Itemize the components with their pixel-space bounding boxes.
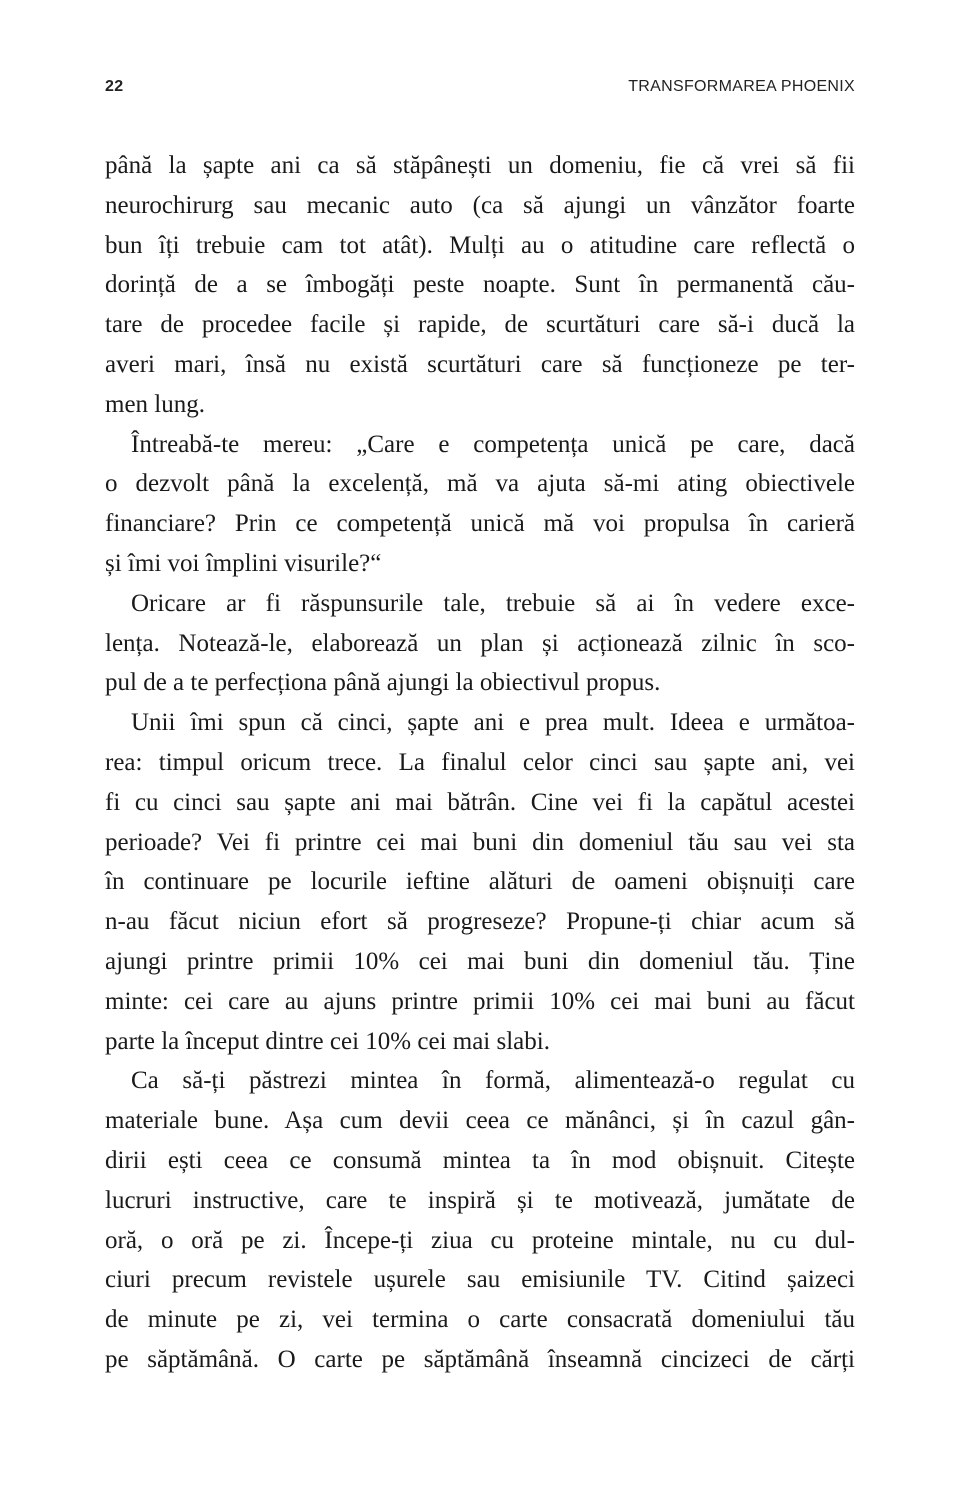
- text-line: tare de procedee facile și rapide, de scurtături care să-i ducă la: [105, 311, 855, 339]
- text-line: oră, o oră pe zi. Începe-ți ziua cu proteine mintale, nu cu dul-: [105, 1226, 855, 1254]
- text-line: Întreabă-te mereu: „Care e competența unică pe care, dacă: [131, 430, 855, 458]
- text-line: și îmi voi împlini visurile?“: [105, 549, 382, 577]
- text-line: bun îți trebuie cam tot atât). Mulți au o atitudine care reflectă o: [105, 231, 855, 259]
- text-line: dirii ești ceea ce consumă mintea ta în mod obișnuit. Citește: [105, 1146, 855, 1174]
- text-line: n-au făcut niciun efort să progreseze? Propune-ți chiar acum să: [105, 908, 855, 936]
- text-line: Unii îmi spun că cinci, șapte ani e prea mult. Ideea e următoa-: [131, 709, 855, 737]
- text-line: în continuare pe locurile ieftine alături de oameni obișnuiți care: [105, 868, 855, 896]
- text-line: minte: cei care au ajuns printre primii 10% cei mai buni au făcut: [105, 987, 855, 1015]
- text-line: Ca să-ți păstrezi mintea în formă, alimentează-o regulat cu: [131, 1067, 855, 1095]
- page-header: [105, 78, 855, 102]
- text-line: pe săptămână. O carte pe săptămână înseamnă cincizeci de cărți: [105, 1345, 855, 1373]
- running-title: TRANSFORMAREA PHOENIX: [628, 78, 855, 95]
- text-line: fi cu cinci sau șapte ani mai bătrân. Cine vei fi la capătul acestei: [105, 788, 855, 816]
- page-body: [105, 146, 855, 1380]
- text-line: ciuri precum revistele ușurele sau emisiunile TV. Citind șaizeci: [105, 1266, 855, 1294]
- text-line: averi mari, însă nu există scurtături care să funcționeze pe ter-: [105, 350, 855, 378]
- page-number: 22: [105, 78, 124, 95]
- text-line: lucruri instructive, care te inspiră și te motivează, jumătate de: [105, 1186, 855, 1214]
- text-line: o dezvolt până la excelență, mă va ajuta să-mi ating obiectivele: [105, 470, 855, 498]
- text-line: pul de a te perfecționa până ajungi la obiectivul propus.: [105, 669, 661, 697]
- text-line: parte la început dintre cei 10% cei mai slabi.: [105, 1027, 550, 1055]
- paragraph: [105, 425, 855, 584]
- text-line: rea: timpul oricum trece. La finalul celor cinci sau șapte ani, vei: [105, 748, 855, 776]
- text-line: perioade? Vei fi printre cei mai buni din domeniul tău sau vei sta: [105, 828, 855, 856]
- text-line: neurochirurg sau mecanic auto (ca să ajungi un vânzător foarte: [105, 191, 855, 219]
- text-line: până la șapte ani ca să stăpânești un domeniu, fie că vrei să fii: [105, 152, 855, 179]
- text-line: de minute pe zi, vei termina o carte consacrată domeniului tău: [105, 1306, 855, 1334]
- paragraph: [105, 584, 855, 703]
- text-line: financiare? Prin ce competență unică mă voi propulsa în carieră: [105, 510, 855, 538]
- paragraph: [105, 703, 855, 1061]
- paragraph: [105, 1061, 855, 1379]
- text-line: men lung.: [105, 390, 205, 418]
- text-line: ajungi printre primii 10% cei mai buni din domeniul tău. Ține: [105, 947, 855, 975]
- paragraph: [105, 146, 855, 425]
- text-line: dorință de a se îmbogăți peste noapte. Sunt în permanentă cău-: [105, 271, 855, 299]
- text-line: materiale bune. Așa cum devii ceea ce mănânci, și în cazul gân-: [105, 1107, 855, 1135]
- text-line: Oricare ar fi răspunsurile tale, trebuie să ai în vedere exce-: [131, 589, 855, 617]
- text-line: lența. Notează-le, elaborează un plan și acționează zilnic în sco-: [105, 629, 855, 657]
